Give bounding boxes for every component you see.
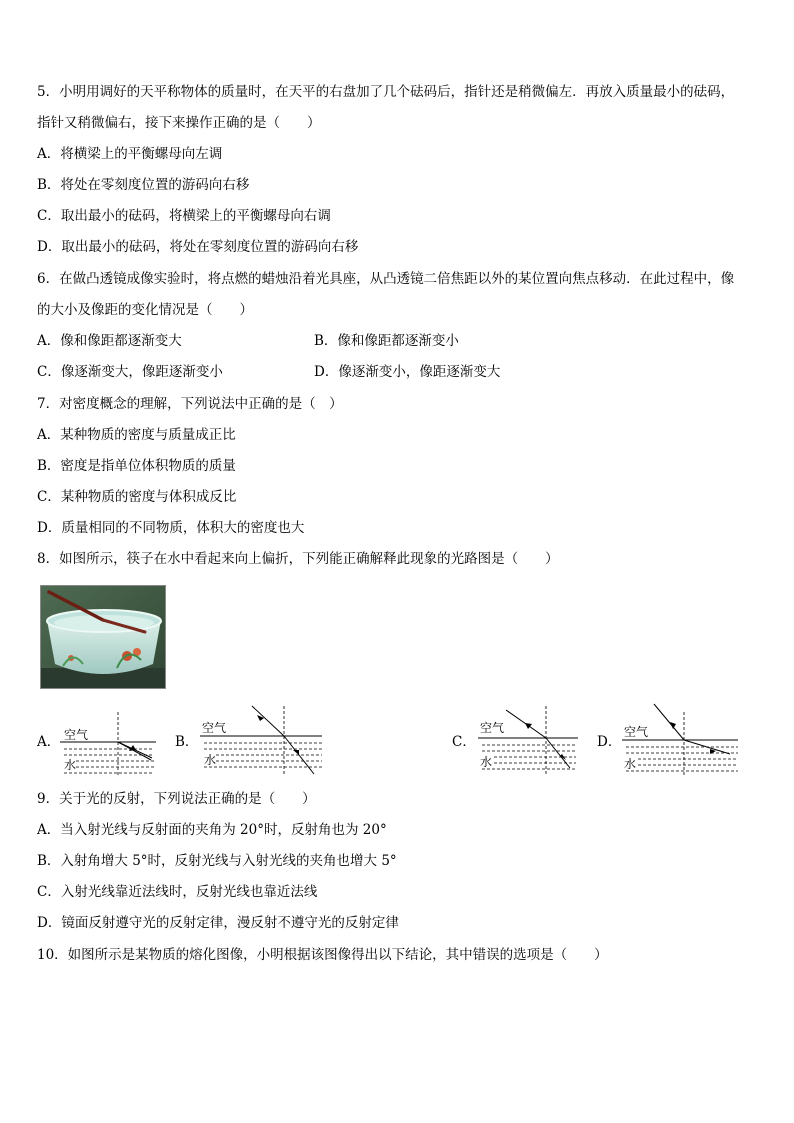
- q8-diagram-a-air-label: 空气: [64, 728, 89, 742]
- q8-stem: 8．如图所示，筷子在水中看起来向上偏折，下列能正确解释此现象的光路图是（ ）: [37, 551, 559, 567]
- q8-diagram-a: [60, 702, 156, 778]
- q6-option-c: C．像逐渐变大，像距逐渐变小: [37, 364, 223, 380]
- q9-option-d: D．镜面反射遵守光的反射定律，漫反射不遵守光的反射定律: [37, 915, 399, 931]
- q7-stem: 7．对密度概念的理解，下列说法中正确的是（ ）: [37, 396, 343, 412]
- q8-diagram-b-air-label: 空气: [202, 721, 227, 735]
- q6-stem-line2: 的大小及像距的变化情况是（ ）: [37, 302, 253, 318]
- q5-stem-line2: 指针又稍微偏右，接下来操作正确的是（ ）: [37, 115, 321, 131]
- q9-option-b: B．入射角增大 5°时，反射光线与入射光线的夹角也增大 5°: [37, 853, 397, 869]
- q8-diagram-c-air-label: 空气: [480, 721, 505, 735]
- q8-diagram-b: [200, 702, 324, 778]
- q8-diagram-d-air-label: 空气: [624, 725, 649, 739]
- q5-option-b: B．将处在零刻度位置的游码向右移: [37, 177, 250, 193]
- q7-option-c: C．某种物质的密度与体积成反比: [37, 489, 237, 505]
- q6-option-d: D．像逐渐变小，像距逐渐变大: [314, 364, 501, 380]
- q8-diagram-c: [478, 702, 582, 778]
- q5-stem-line1: 5．小明用调好的天平称物体的质量时，在天平的右盘加了几个砝码后，指针还是稍微偏左．再放入质量最小的砝码，: [37, 84, 735, 100]
- q5-option-a: A．将横梁上的平衡螺母向左调: [37, 146, 223, 162]
- q8-diagram-a-water-label: 水: [64, 758, 77, 772]
- q8-option-b-label: B．: [175, 734, 199, 750]
- q6-option-b: B．像和像距都逐渐变小: [314, 333, 459, 349]
- q6-option-a: A．像和像距都逐渐变大: [37, 333, 182, 349]
- q7-option-d: D．质量相同的不同物质，体积大的密度也大: [37, 520, 305, 536]
- q9-option-c: C．入射光线靠近法线时，反射光线也靠近法线: [37, 884, 318, 900]
- q8-diagram-d: [622, 702, 742, 778]
- q8-option-d-label: D．: [597, 734, 622, 750]
- q10-stem: 10．如图所示是某物质的熔化图像，小明根据该图像得出以下结论，其中错误的选项是（ ）: [37, 947, 608, 963]
- chopstick-in-bowl-photo: [40, 585, 166, 689]
- q8-diagram-d-water-label: 水: [624, 757, 637, 771]
- q9-stem: 9．关于光的反射，下列说法正确的是（ ）: [37, 791, 316, 807]
- q5-option-d: D．取出最小的砝码，将处在零刻度位置的游码向右移: [37, 239, 359, 255]
- q5-option-c: C．取出最小的砝码，将横梁上的平衡螺母向右调: [37, 208, 331, 224]
- q8-diagram-c-water-label: 水: [480, 755, 493, 769]
- q7-option-b: B．密度是指单位体积物质的质量: [37, 458, 236, 474]
- q9-option-a: A．当入射光线与反射面的夹角为 20°时，反射角也为 20°: [37, 822, 387, 838]
- q6-stem-line1: 6．在做凸透镜成像实验时，将点燃的蜡烛沿着光具座，从凸透镜二倍焦距以外的某位置向焦点移动．在此过程中，像: [37, 271, 735, 287]
- q8-option-a-label: A．: [37, 734, 61, 750]
- q8-option-c-label: C．: [452, 734, 476, 750]
- q7-option-a: A．某种物质的密度与质量成正比: [37, 427, 236, 443]
- q8-diagram-b-water-label: 水: [204, 753, 217, 767]
